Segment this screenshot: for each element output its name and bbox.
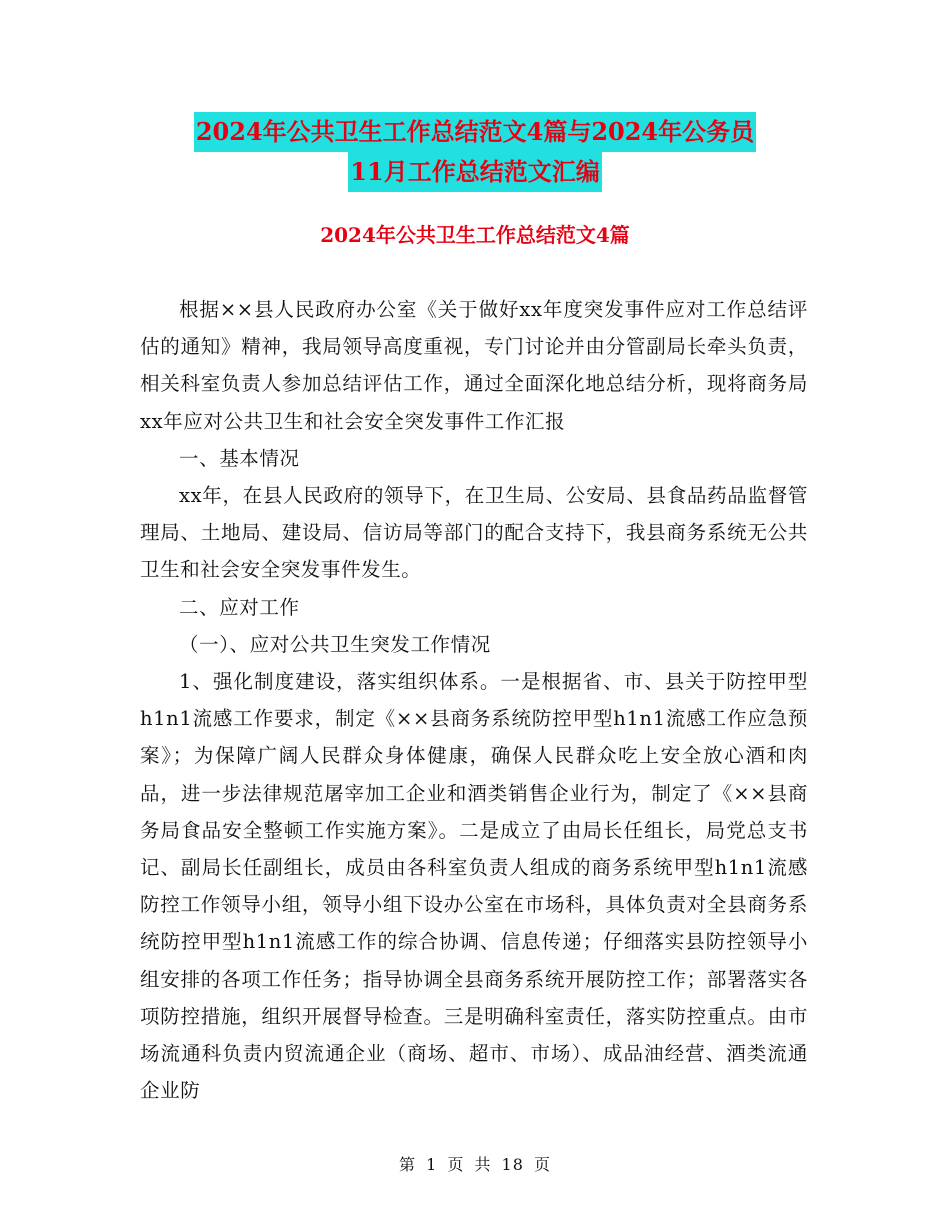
heading-public-health-response: （一）、应对公共卫生突发工作情况 <box>179 632 491 656</box>
title-line-2: 11月工作总结范文汇编 <box>348 152 601 192</box>
title-line-1: 2024年公共卫生工作总结范文4篇与2024年公务员 <box>194 112 756 152</box>
section-subtitle: 2024年公共卫生工作总结范文4篇 <box>320 223 630 247</box>
paragraph-system-building: 1、强化制度建设，落实组织体系。一是根据省、市、县关于防控甲型h1n1流感工作要求，制定《××县商务系统防控甲型h1n1流感工作应急预案》；为保障广阔人民群众身体健康，确保人民群众吃上安全放心酒和肉品，进一步法律规范屠宰加工企业和酒类销售企业行为，制定了《××县商务局食品安全整顿工作实施方案》。二是成立了由局长任组长，局党总支书记、副局长任副组长，成员由各科室负责人组成的商务系统甲型h1n1流感防控工作领导小组，领导小组下设办公室在市场科，具体负责对全县商务系统防控甲型h1n1流感工作的综合协调、信息传递；仔细落实县防控领导小组安排的各项工作任务；指导协调全县商务系统开展防控工作；部署落实各项防控措施，组织开展督导检查。三是明确科室责任，落实防控重点。由市场流通科负责内贸流通企业（商场、超市、市场）、成品油经营、酒类流通企业防 <box>140 670 808 1103</box>
heading-response-work: 二、应对工作 <box>179 595 300 619</box>
heading-basic-situation: 一、基本情况 <box>179 446 300 470</box>
page-footer: 第 1 页 共 18 页 <box>399 1155 551 1174</box>
document-title <box>140 112 810 192</box>
document-body <box>140 291 808 1109</box>
paragraph-intro: 根据××县人民政府办公室《关于做好xx年度突发事件应对工作总结评估的通知》精神，我局领导高度重视，专门讨论并由分管副局长牵头负责，相关科室负责人参加总结评估工作，通过全面深化地总结分析，现将商务局xx年应对公共卫生和社会安全突发事件工作汇报 <box>140 298 808 433</box>
paragraph-basic-situation: xx年，在县人民政府的领导下，在卫生局、公安局、县食品药品监督管理局、土地局、建设局、信访局等部门的配合支持下，我县商务系统无公共卫生和社会安全突发事件发生。 <box>140 484 808 582</box>
